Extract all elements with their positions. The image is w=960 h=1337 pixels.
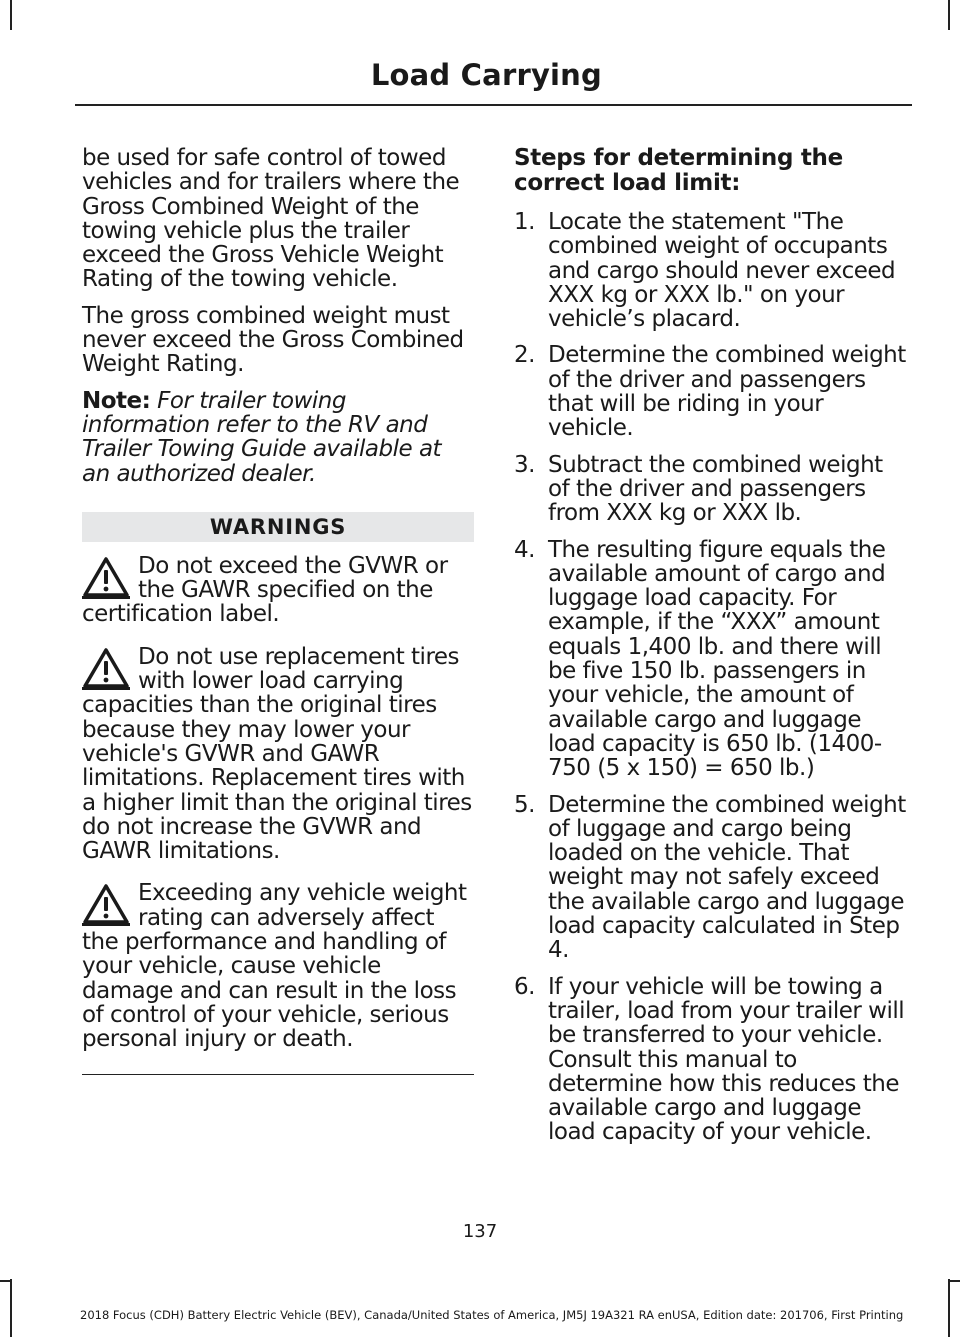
warning-text: Exceeding any vehicle weight rating can adversely affect the performance and handling of your vehicle, cause vehicle damage and can result in the loss of control of your vehicle, serious personal injury or death. (82, 880, 467, 1053)
warning-triangle-icon (82, 883, 130, 927)
warning-text: Do not use replacement tires with lower load carrying capacities than the original tires because they may lower your vehicle's GVWR and GAWR limitations. Replacement tires with a higher limit than the original tires do not increase the GVWR and GAWR limitations. (82, 643, 472, 865)
body-paragraph: be used for safe control of towed vehicles and for trailers where the Gross Combined Weight of the towing vehicle plus the trailer exceed the Gross Vehicle Weight Rating of the towing vehicle. (82, 145, 460, 293)
list-item (514, 975, 908, 1145)
page-footer: 2018 Focus (CDH) Battery Electric Vehicle (BEV), Canada/United States of America, JM5J 19A321 RA enUSA, Edition date: 201706, First Printing (80, 1308, 904, 1322)
step-number: 6. (514, 973, 535, 1000)
step-text: Locate the statement "The combined weight of occupants and cargo should never exceed XXX kg or XXX lb." on your vehicle’s placard. (548, 209, 896, 333)
list-item (514, 453, 908, 526)
list-item (514, 793, 908, 963)
page-number: 137 (462, 1221, 498, 1242)
step-text: The resulting figure equals the available amount of cargo and luggage load capacity. For example, if the “XXX” amount equals 1,400 lb. and there will be five 150 lb. passengers in your vehicle, the amount of available cargo and luggage load capacity is 650 lb. (1400-750 (5 x 150) = 650 lb.) (548, 536, 886, 782)
crop-mark-bottom-right-h (950, 1280, 960, 1282)
warning-item (82, 645, 474, 864)
warning-item (82, 554, 474, 627)
warnings-end-rule (82, 1074, 474, 1075)
warnings-heading: WARNINGS (82, 512, 474, 542)
step-text: Determine the combined weight of the driver and passengers that will be riding in your vehicle. (548, 342, 906, 442)
step-number: 4. (514, 536, 535, 563)
list-item (514, 210, 908, 331)
step-number: 1. (514, 209, 535, 235)
warning-text: Do not exceed the GVWR or the GAWR specified on the certification label. (82, 552, 448, 628)
header-rule (75, 104, 912, 106)
note-text: For trailer towing information refer to the RV and Trailer Towing Guide available at an authorized dealer. (82, 387, 442, 487)
step-text: Determine the combined weight of luggage and cargo being loaded on the vehicle. That weight may not safely exceed the available cargo and luggage load capacity calculated in Step 4. (548, 791, 906, 964)
warning-triangle-icon (82, 647, 130, 691)
crop-mark-top-right (948, 0, 950, 30)
body-paragraph: The gross combined weight must never exceed the Gross Combined Weight Rating. (82, 302, 464, 378)
note-label: Note: (82, 387, 151, 414)
warning-triangle-icon (82, 556, 130, 600)
crop-mark-top-left (10, 0, 12, 30)
right-column (514, 146, 908, 1157)
step-number: 3. (514, 451, 535, 478)
left-column (82, 146, 474, 1075)
section-heading: Steps for determining the correct load limit: (514, 145, 843, 196)
warning-item (82, 881, 474, 1051)
page-header-title: Load Carrying (370, 58, 602, 92)
crop-mark-bottom-right (948, 1279, 950, 1337)
steps-list (514, 210, 908, 1145)
step-number: 5. (514, 791, 535, 818)
list-item (514, 343, 908, 440)
list-item (514, 538, 908, 781)
step-number: 2. (514, 342, 535, 369)
crop-mark-bottom-left-h (0, 1280, 10, 1282)
step-text: If your vehicle will be towing a trailer, load from your trailer will be transferred to your vehicle. Consult this manual to determine how this reduces the available cargo and luggage load capacity of your vehicle. (548, 973, 905, 1146)
note-paragraph (82, 389, 474, 486)
crop-mark-bottom-left (10, 1279, 12, 1337)
step-text: Subtract the combined weight of the driver and passengers from XXX kg or XXX lb. (548, 451, 883, 527)
